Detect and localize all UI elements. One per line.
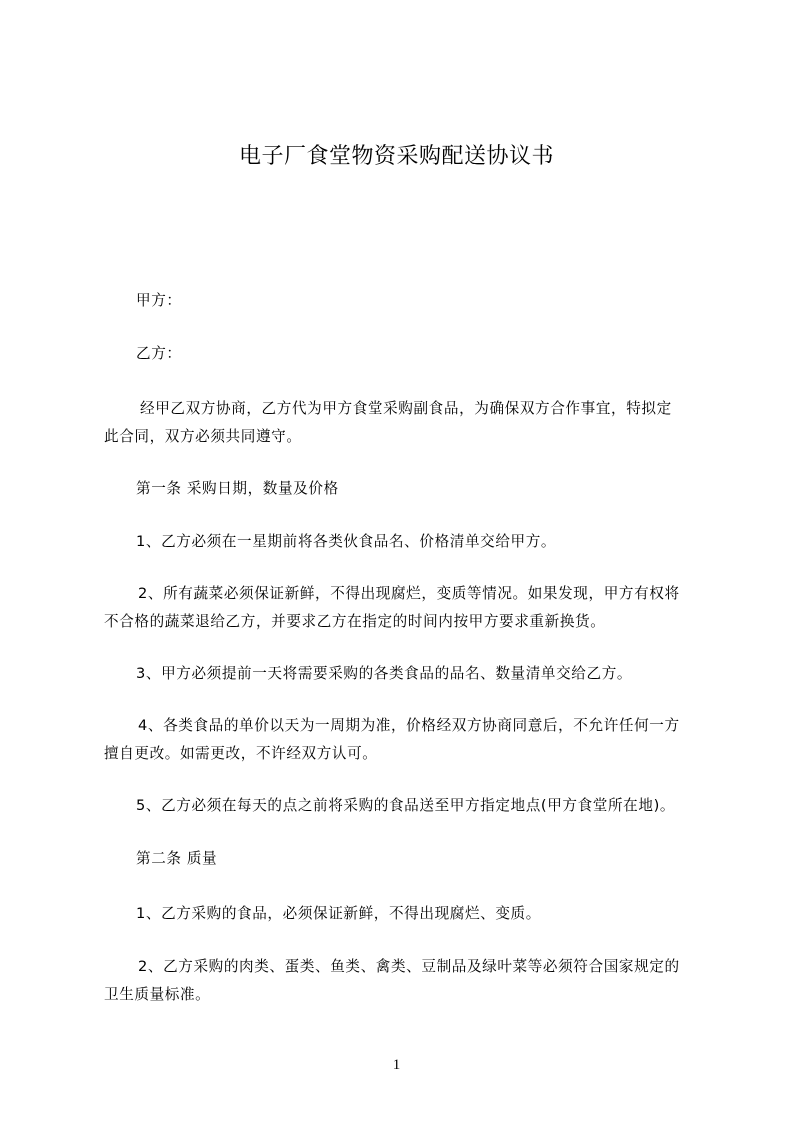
party-a-label: 甲方： — [136, 292, 182, 309]
article1-item5: 5、乙方必须在每天的点之前将采购的食品送至甲方指定地点(甲方食堂所在地)。 — [136, 797, 676, 814]
intro-line-1: 经甲乙双方协商，乙方代为甲方食堂采购副食品，为确保双方合作事宜，特拟定 — [140, 400, 672, 417]
intro-paragraph — [104, 395, 714, 451]
article2-heading: 第二条 质量 — [136, 850, 218, 867]
article1-item4-line-1: 4、各类食品的单价以天为一周期为准，价格经双方协商同意后，不允许任何一方 — [138, 717, 680, 734]
article2-item1: 1、乙方采购的食品，必须保证新鲜，不得出现腐烂、变质。 — [136, 905, 541, 922]
page-number: 1 — [392, 1057, 401, 1073]
article2-item2-line-2: 卫生质量标准。 — [104, 986, 211, 1003]
intro-line-2: 此合同，双方必须共同遵守。 — [104, 428, 302, 445]
article2-item2 — [104, 953, 714, 1009]
article1-item1: 1、乙方必须在一星期前将各类伙食品名、价格清单交给甲方。 — [136, 533, 557, 550]
article1-item2-line-2: 不合格的蔬菜退给乙方，并要求乙方在指定的时间内按甲方要求重新换货。 — [104, 613, 606, 630]
article1-item2 — [104, 580, 714, 636]
article1-item2-line-1: 2、所有蔬菜必须保证新鲜，不得出现腐烂，变质等情况。如果发现，甲方有权将 — [138, 585, 680, 602]
document-title: 电子厂食堂物资采购配送协议书 — [238, 144, 554, 169]
article1-heading: 第一条 采购日期，数量及价格 — [136, 480, 339, 497]
article1-item4 — [104, 712, 714, 768]
party-b-label: 乙方： — [136, 345, 182, 362]
article1-item3: 3、甲方必须提前一天将需要采购的各类食品的品名、数量清单交给乙方。 — [136, 665, 633, 682]
article1-item4-line-2: 擅自更改。如需更改，不许经双方认可。 — [104, 745, 378, 762]
article2-item2-line-1: 2、乙方采购的肉类、蛋类、鱼类、禽类、豆制品及绿叶菜等必须符合国家规定的 — [138, 958, 680, 975]
